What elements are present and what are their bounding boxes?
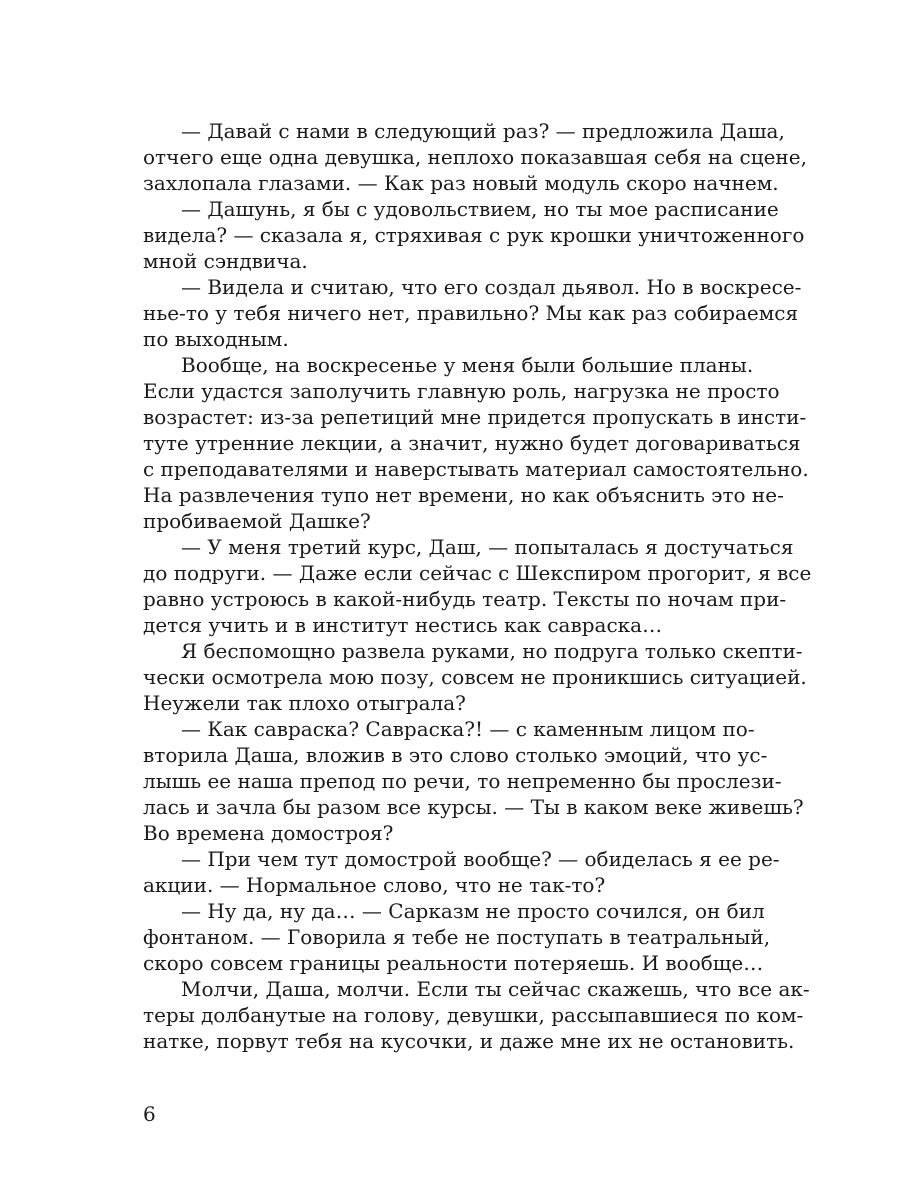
text-line: Если удастся заполучить главную роль, нагрузка не просто bbox=[143, 379, 780, 403]
text-line: мной сэндвича. bbox=[143, 249, 308, 273]
text-line: возрастет: из-за репетиций мне придется пропускать в инсти- bbox=[143, 405, 807, 429]
text-line: — Как савраска? Савраска?! — с каменным лицом по- bbox=[181, 717, 755, 741]
text-line: Молчи, Даша, молчи. Если ты сейчас скажешь, что все ак- bbox=[181, 977, 810, 1001]
text-line: равно устроюсь в какой-нибудь театр. Тексты по ночам при- bbox=[143, 587, 787, 611]
text-line: вторила Даша, вложив в это слово столько эмоций, что ус- bbox=[143, 743, 768, 767]
text-line: — У меня третий курс, Даш, — попыталась я достучаться bbox=[181, 535, 794, 559]
text-line: фонтаном. — Говорила я тебе не поступать в театральный, bbox=[143, 925, 771, 949]
text-line: — Ну да, ну да… — Сарказм не просто сочился, он бил bbox=[181, 899, 765, 923]
page-number: 6 bbox=[143, 1102, 156, 1126]
text-line: пробиваемой Дашке? bbox=[143, 509, 371, 533]
text-line: Вообще, на воскресенье у меня были большие планы. bbox=[181, 353, 754, 377]
body-text bbox=[143, 118, 812, 1054]
text-line: Во времена домостроя? bbox=[143, 821, 394, 845]
text-line: Неужели так плохо отыграла? bbox=[143, 691, 466, 715]
text-line: по выходным. bbox=[143, 327, 289, 351]
text-line: с преподавателями и наверстывать материал самостоятельно. bbox=[143, 457, 809, 481]
text-line: до подруги. — Даже если сейчас с Шекспиром прогорит, я все bbox=[143, 561, 812, 585]
text-line: Я беспомощно развела руками, но подруга только скепти- bbox=[181, 639, 803, 663]
text-line: захлопала глазами. — Как раз новый модуль скоро начнем. bbox=[143, 171, 779, 195]
text-line: отчего еще одна девушка, неплохо показавшая себя на сцене, bbox=[143, 145, 807, 169]
text-line: чески осмотрела мою позу, совсем не проникшись ситуацией. bbox=[143, 665, 807, 689]
text-line: теры долбанутые на голову, девушки, рассыпавшиеся по ком- bbox=[143, 1003, 804, 1027]
text-line: скоро совсем границы реальности потеряешь. И вообще… bbox=[143, 951, 764, 975]
text-line: — Давай с нами в следующий раз? — предложила Даша, bbox=[181, 119, 785, 143]
text-line: натке, порвут тебя на кусочки, и даже мне их не остановить. bbox=[143, 1029, 795, 1053]
text-line: На развлечения тупо нет времени, но как объяснить это не- bbox=[143, 483, 784, 507]
text-line: — При чем тут домострой вообще? — обиделась я ее ре- bbox=[181, 847, 780, 871]
text-line: лышь ее наша препод по речи, то непременно бы прослези- bbox=[143, 769, 782, 793]
text-line: лась и зачла бы разом все курсы. — Ты в каком веке живешь? bbox=[143, 795, 804, 819]
text-line: туте утренние лекции, а значит, нужно будет договариваться bbox=[143, 431, 801, 455]
text-line: видела? — сказала я, стряхивая с рук крошки уничтоженного bbox=[143, 223, 805, 247]
text-line: нье-то у тебя ничего нет, правильно? Мы как раз собираемся bbox=[143, 301, 799, 325]
text-line: дется учить и в институт нестись как савраска… bbox=[143, 613, 663, 637]
text-line: — Видела и считаю, что его создал дьявол. Но в воскресе- bbox=[181, 275, 802, 299]
text-line: акции. — Нормальное слово, что не так-то? bbox=[143, 873, 606, 897]
text-line: — Дашунь, я бы с удовольствием, но ты мое расписание bbox=[181, 197, 779, 221]
